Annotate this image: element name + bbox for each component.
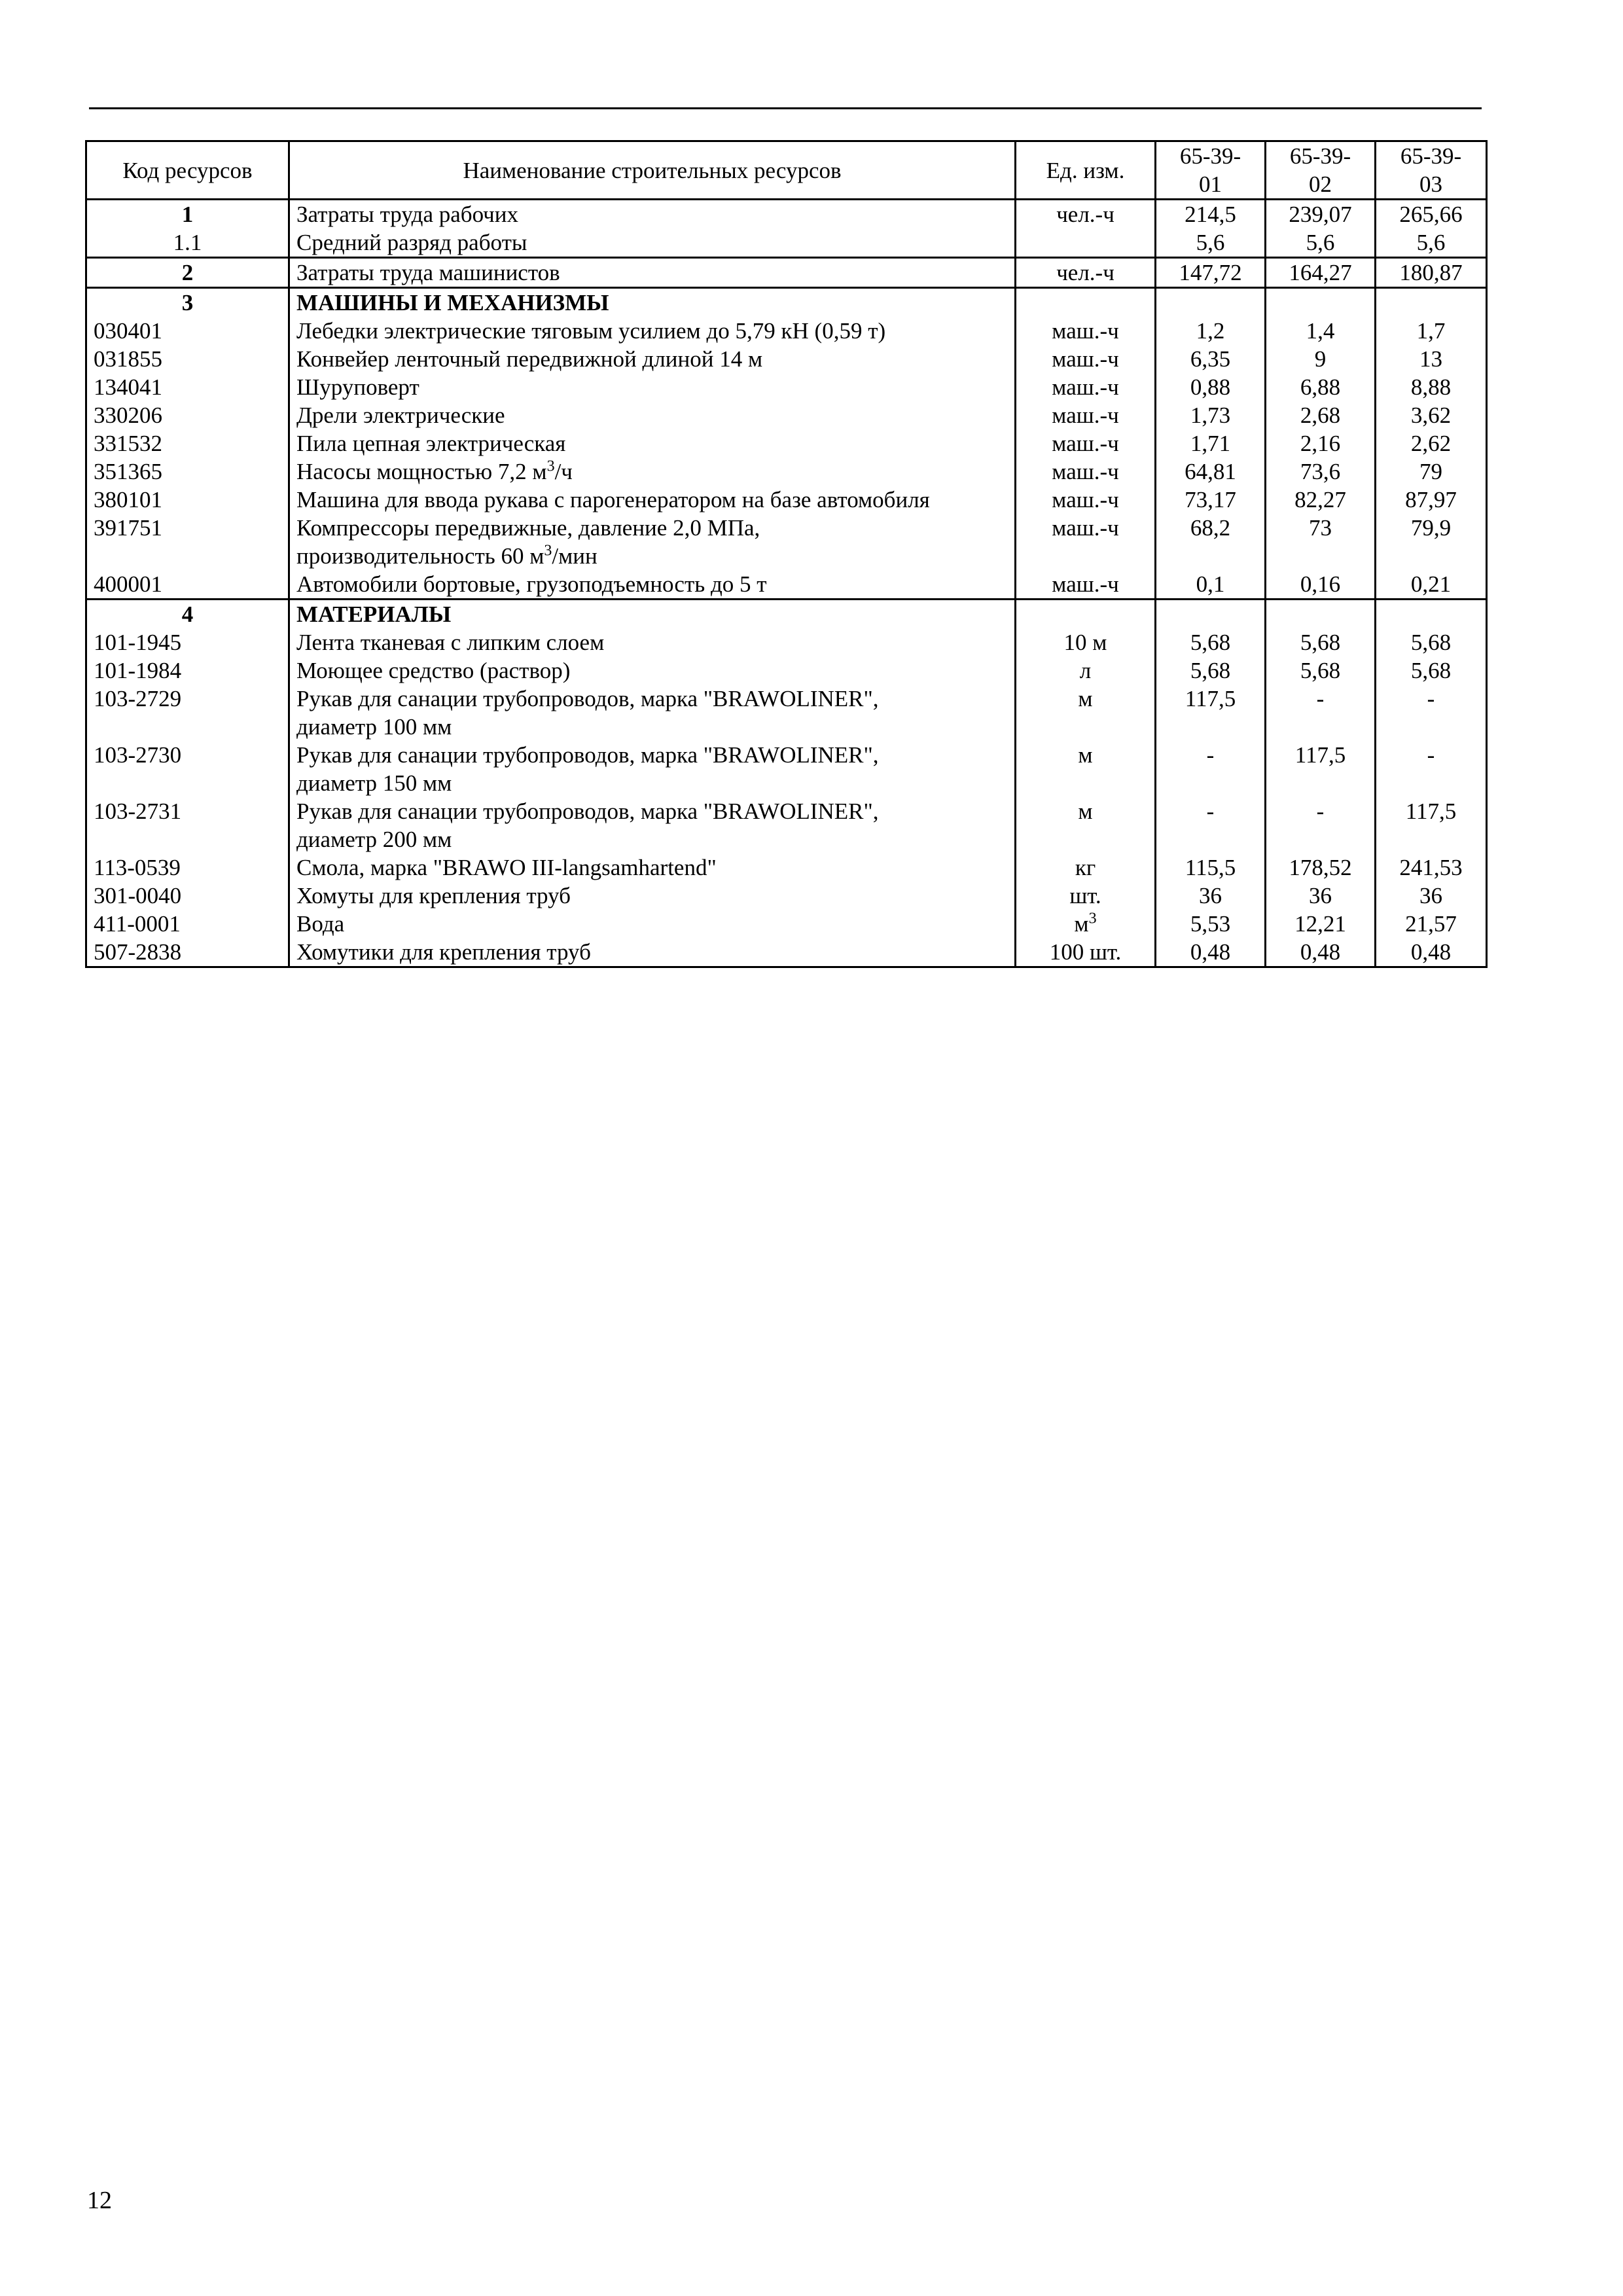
value-col-1: 1,2 bbox=[1156, 317, 1266, 345]
value-col-3: 0,48 bbox=[1376, 938, 1487, 967]
table-row bbox=[86, 910, 1487, 938]
resource-name-line2: диаметр 100 мм bbox=[296, 714, 452, 740]
resource-name-line2: диаметр 150 мм bbox=[296, 770, 452, 796]
value-col-2: 73,6 bbox=[1266, 457, 1376, 486]
value-col-2: 117,5 bbox=[1266, 741, 1376, 797]
value-col-1: 68,2 bbox=[1156, 514, 1266, 570]
section-code: 4 bbox=[86, 600, 289, 629]
resource-unit: кг bbox=[1016, 853, 1156, 882]
value-col-3: 1,7 bbox=[1376, 317, 1487, 345]
value-col-3 bbox=[1376, 600, 1487, 629]
value-col-2: 12,21 bbox=[1266, 910, 1376, 938]
resource-unit bbox=[1016, 288, 1156, 317]
resource-code: 1 bbox=[86, 200, 289, 229]
resource-name: Смола, марка "BRAWO III-langsamhartend" bbox=[289, 853, 1016, 882]
resource-table-container bbox=[85, 140, 1486, 968]
resource-code: 391751 bbox=[86, 514, 289, 570]
resource-unit: м bbox=[1016, 797, 1156, 853]
value-col-3: 87,97 bbox=[1376, 486, 1487, 514]
resource-unit: маш.-ч bbox=[1016, 570, 1156, 600]
resource-unit: 100 шт. bbox=[1016, 938, 1156, 967]
resource-unit: 10 м bbox=[1016, 628, 1156, 656]
value-col-2: 36 bbox=[1266, 882, 1376, 910]
header-col-1-bottom: 01 bbox=[1199, 171, 1222, 197]
table-row bbox=[86, 401, 1487, 429]
value-col-3: 21,57 bbox=[1376, 910, 1487, 938]
header-name: Наименование строительных ресурсов bbox=[289, 141, 1016, 200]
resource-name: Затраты труда рабочих bbox=[289, 200, 1016, 229]
value-col-3: - bbox=[1376, 741, 1487, 797]
value-col-1: 6,35 bbox=[1156, 345, 1266, 373]
value-col-1: 5,68 bbox=[1156, 656, 1266, 685]
section-row bbox=[86, 288, 1487, 317]
resource-code: 113-0539 bbox=[86, 853, 289, 882]
table-row bbox=[86, 457, 1487, 486]
value-col-1: 0,88 bbox=[1156, 373, 1266, 401]
resource-unit: маш.-ч bbox=[1016, 373, 1156, 401]
value-col-3: 265,66 bbox=[1376, 200, 1487, 229]
header-col-2-top: 65-39- bbox=[1289, 143, 1351, 169]
resource-table bbox=[85, 140, 1488, 968]
resource-name: Лента тканевая с липким слоем bbox=[289, 628, 1016, 656]
value-col-3: 13 bbox=[1376, 345, 1487, 373]
resource-unit: л bbox=[1016, 656, 1156, 685]
resource-name: Шуруповерт bbox=[289, 373, 1016, 401]
table-row bbox=[86, 628, 1487, 656]
value-col-2: 6,88 bbox=[1266, 373, 1376, 401]
resource-name: Дрели электрические bbox=[289, 401, 1016, 429]
resource-unit: маш.-ч bbox=[1016, 401, 1156, 429]
value-col-2: 2,68 bbox=[1266, 401, 1376, 429]
superscript: 3 bbox=[546, 457, 555, 475]
resource-name: Автомобили бортовые, грузоподъемность до 5 т bbox=[289, 570, 1016, 600]
value-col-3: 5,6 bbox=[1376, 228, 1487, 258]
value-col-3: 3,62 bbox=[1376, 401, 1487, 429]
table-row bbox=[86, 258, 1487, 288]
resource-unit: чел.-ч bbox=[1016, 258, 1156, 288]
resource-code: 030401 bbox=[86, 317, 289, 345]
resource-code: 1.1 bbox=[86, 228, 289, 258]
resource-code: 330206 bbox=[86, 401, 289, 429]
header-col-3-top: 65-39- bbox=[1400, 143, 1462, 169]
value-col-1: 5,53 bbox=[1156, 910, 1266, 938]
value-col-3: 79,9 bbox=[1376, 514, 1487, 570]
value-col-2: 5,6 bbox=[1266, 228, 1376, 258]
resource-name bbox=[289, 685, 1016, 741]
value-col-2: - bbox=[1266, 685, 1376, 741]
value-col-1: - bbox=[1156, 797, 1266, 853]
table-row bbox=[86, 373, 1487, 401]
superscript: 3 bbox=[544, 542, 552, 560]
resource-name-suffix: /мин bbox=[552, 543, 597, 569]
resource-unit: м bbox=[1016, 685, 1156, 741]
value-col-1 bbox=[1156, 288, 1266, 317]
table-row bbox=[86, 486, 1487, 514]
value-col-1: 0,1 bbox=[1156, 570, 1266, 600]
value-col-3: 117,5 bbox=[1376, 797, 1487, 853]
value-col-3: 79 bbox=[1376, 457, 1487, 486]
value-col-1: 117,5 bbox=[1156, 685, 1266, 741]
header-col-2 bbox=[1266, 141, 1376, 200]
resource-code: 351365 bbox=[86, 457, 289, 486]
header-unit: Ед. изм. bbox=[1016, 141, 1156, 200]
value-col-2: - bbox=[1266, 797, 1376, 853]
value-col-1: 5,6 bbox=[1156, 228, 1266, 258]
value-col-2: 2,16 bbox=[1266, 429, 1376, 457]
resource-name: Затраты труда машинистов bbox=[289, 258, 1016, 288]
resource-unit bbox=[1016, 600, 1156, 629]
resource-unit: маш.-ч bbox=[1016, 429, 1156, 457]
section-title: МАТЕРИАЛЫ bbox=[289, 600, 1016, 629]
value-col-2: 164,27 bbox=[1266, 258, 1376, 288]
resource-code: 101-1984 bbox=[86, 656, 289, 685]
value-col-2: 178,52 bbox=[1266, 853, 1376, 882]
header-col-1-top: 65-39- bbox=[1179, 143, 1241, 169]
resource-code: 103-2731 bbox=[86, 797, 289, 853]
resource-code: 331532 bbox=[86, 429, 289, 457]
resource-unit: маш.-ч bbox=[1016, 457, 1156, 486]
value-col-1: 36 bbox=[1156, 882, 1266, 910]
header-col-3-bottom: 03 bbox=[1419, 171, 1442, 197]
value-col-2 bbox=[1266, 288, 1376, 317]
table-row bbox=[86, 570, 1487, 600]
table-row bbox=[86, 317, 1487, 345]
resource-name: Хомуты для крепления труб bbox=[289, 882, 1016, 910]
resource-unit bbox=[1016, 910, 1156, 938]
resource-name-line1: Компрессоры передвижные, давление 2,0 МПа, bbox=[296, 515, 760, 541]
resource-code: 411-0001 bbox=[86, 910, 289, 938]
resource-code: 031855 bbox=[86, 345, 289, 373]
resource-name bbox=[289, 457, 1016, 486]
value-col-3: 2,62 bbox=[1376, 429, 1487, 457]
value-col-1: 5,68 bbox=[1156, 628, 1266, 656]
resource-unit: маш.-ч bbox=[1016, 317, 1156, 345]
page-number: 12 bbox=[87, 2187, 112, 2214]
section-title: МАШИНЫ И МЕХАНИЗМЫ bbox=[289, 288, 1016, 317]
header-rule bbox=[89, 107, 1482, 109]
resource-code: 134041 bbox=[86, 373, 289, 401]
value-col-3: 5,68 bbox=[1376, 628, 1487, 656]
resource-unit bbox=[1016, 228, 1156, 258]
value-col-1: 73,17 bbox=[1156, 486, 1266, 514]
resource-unit: маш.-ч bbox=[1016, 345, 1156, 373]
table-header-row bbox=[86, 141, 1487, 200]
resource-code: 103-2729 bbox=[86, 685, 289, 741]
value-col-3 bbox=[1376, 288, 1487, 317]
resource-name-suffix: /ч bbox=[554, 459, 573, 484]
resource-name: Пила цепная электрическая bbox=[289, 429, 1016, 457]
table-row bbox=[86, 938, 1487, 967]
resource-name: Вода bbox=[289, 910, 1016, 938]
resource-name bbox=[289, 741, 1016, 797]
resource-name: Конвейер ленточный передвижной длиной 14 м bbox=[289, 345, 1016, 373]
resource-name-line2: диаметр 200 мм bbox=[296, 827, 452, 852]
table-row bbox=[86, 656, 1487, 685]
value-col-3: 36 bbox=[1376, 882, 1487, 910]
value-col-2: 5,68 bbox=[1266, 628, 1376, 656]
value-col-1: 1,73 bbox=[1156, 401, 1266, 429]
resource-name: Машина для ввода рукава с парогенератором на базе автомобиля bbox=[289, 486, 1016, 514]
value-col-3: 0,21 bbox=[1376, 570, 1487, 600]
resource-code: 380101 bbox=[86, 486, 289, 514]
value-col-3: 5,68 bbox=[1376, 656, 1487, 685]
header-code: Код ресурсов bbox=[86, 141, 289, 200]
resource-name-line1: Рукав для санации трубопроводов, марка "BRAWOLINER", bbox=[296, 686, 879, 711]
value-col-2: 0,48 bbox=[1266, 938, 1376, 967]
table-row bbox=[86, 429, 1487, 457]
value-col-1: 64,81 bbox=[1156, 457, 1266, 486]
value-col-1: 115,5 bbox=[1156, 853, 1266, 882]
resource-name: Моющее средство (раствор) bbox=[289, 656, 1016, 685]
unit-text: м bbox=[1074, 911, 1089, 937]
table-row bbox=[86, 797, 1487, 853]
value-col-3: - bbox=[1376, 685, 1487, 741]
table-row bbox=[86, 741, 1487, 797]
resource-unit: маш.-ч bbox=[1016, 486, 1156, 514]
resource-name-line2: производительность 60 м bbox=[296, 543, 544, 569]
value-col-1: 214,5 bbox=[1156, 200, 1266, 229]
resource-unit: шт. bbox=[1016, 882, 1156, 910]
header-col-3 bbox=[1376, 141, 1487, 200]
table-row bbox=[86, 685, 1487, 741]
resource-name bbox=[289, 797, 1016, 853]
resource-code: 101-1945 bbox=[86, 628, 289, 656]
resource-unit: маш.-ч bbox=[1016, 514, 1156, 570]
value-col-2: 9 bbox=[1266, 345, 1376, 373]
resource-code: 507-2838 bbox=[86, 938, 289, 967]
table-row bbox=[86, 228, 1487, 258]
section-code: 3 bbox=[86, 288, 289, 317]
table-row bbox=[86, 345, 1487, 373]
resource-unit: м bbox=[1016, 741, 1156, 797]
value-col-2: 82,27 bbox=[1266, 486, 1376, 514]
value-col-3: 180,87 bbox=[1376, 258, 1487, 288]
value-col-1: 0,48 bbox=[1156, 938, 1266, 967]
table-row bbox=[86, 853, 1487, 882]
resource-code: 2 bbox=[86, 258, 289, 288]
table-row bbox=[86, 514, 1487, 570]
resource-unit: чел.-ч bbox=[1016, 200, 1156, 229]
value-col-1: 147,72 bbox=[1156, 258, 1266, 288]
resource-code: 301-0040 bbox=[86, 882, 289, 910]
resource-name: Хомутики для крепления труб bbox=[289, 938, 1016, 967]
header-col-2-bottom: 02 bbox=[1309, 171, 1332, 197]
value-col-2: 0,16 bbox=[1266, 570, 1376, 600]
value-col-1: - bbox=[1156, 741, 1266, 797]
value-col-2: 239,07 bbox=[1266, 200, 1376, 229]
table-row bbox=[86, 200, 1487, 229]
resource-name-line1: Рукав для санации трубопроводов, марка "BRAWOLINER", bbox=[296, 798, 879, 824]
value-col-2: 73 bbox=[1266, 514, 1376, 570]
resource-name-text: Насосы мощностью 7,2 м bbox=[296, 459, 547, 484]
value-col-2: 5,68 bbox=[1266, 656, 1376, 685]
value-col-1: 1,71 bbox=[1156, 429, 1266, 457]
superscript: 3 bbox=[1088, 910, 1097, 927]
resource-name-line1: Рукав для санации трубопроводов, марка "BRAWOLINER", bbox=[296, 742, 879, 768]
table-row bbox=[86, 882, 1487, 910]
value-col-3: 8,88 bbox=[1376, 373, 1487, 401]
value-col-3: 241,53 bbox=[1376, 853, 1487, 882]
value-col-1 bbox=[1156, 600, 1266, 629]
value-col-2: 1,4 bbox=[1266, 317, 1376, 345]
resource-code: 103-2730 bbox=[86, 741, 289, 797]
resource-name: Лебедки электрические тяговым усилием до 5,79 кН (0,59 т) bbox=[289, 317, 1016, 345]
header-col-1 bbox=[1156, 141, 1266, 200]
value-col-2 bbox=[1266, 600, 1376, 629]
section-row bbox=[86, 600, 1487, 629]
resource-name: Средний разряд работы bbox=[289, 228, 1016, 258]
resource-code: 400001 bbox=[86, 570, 289, 600]
resource-name bbox=[289, 514, 1016, 570]
